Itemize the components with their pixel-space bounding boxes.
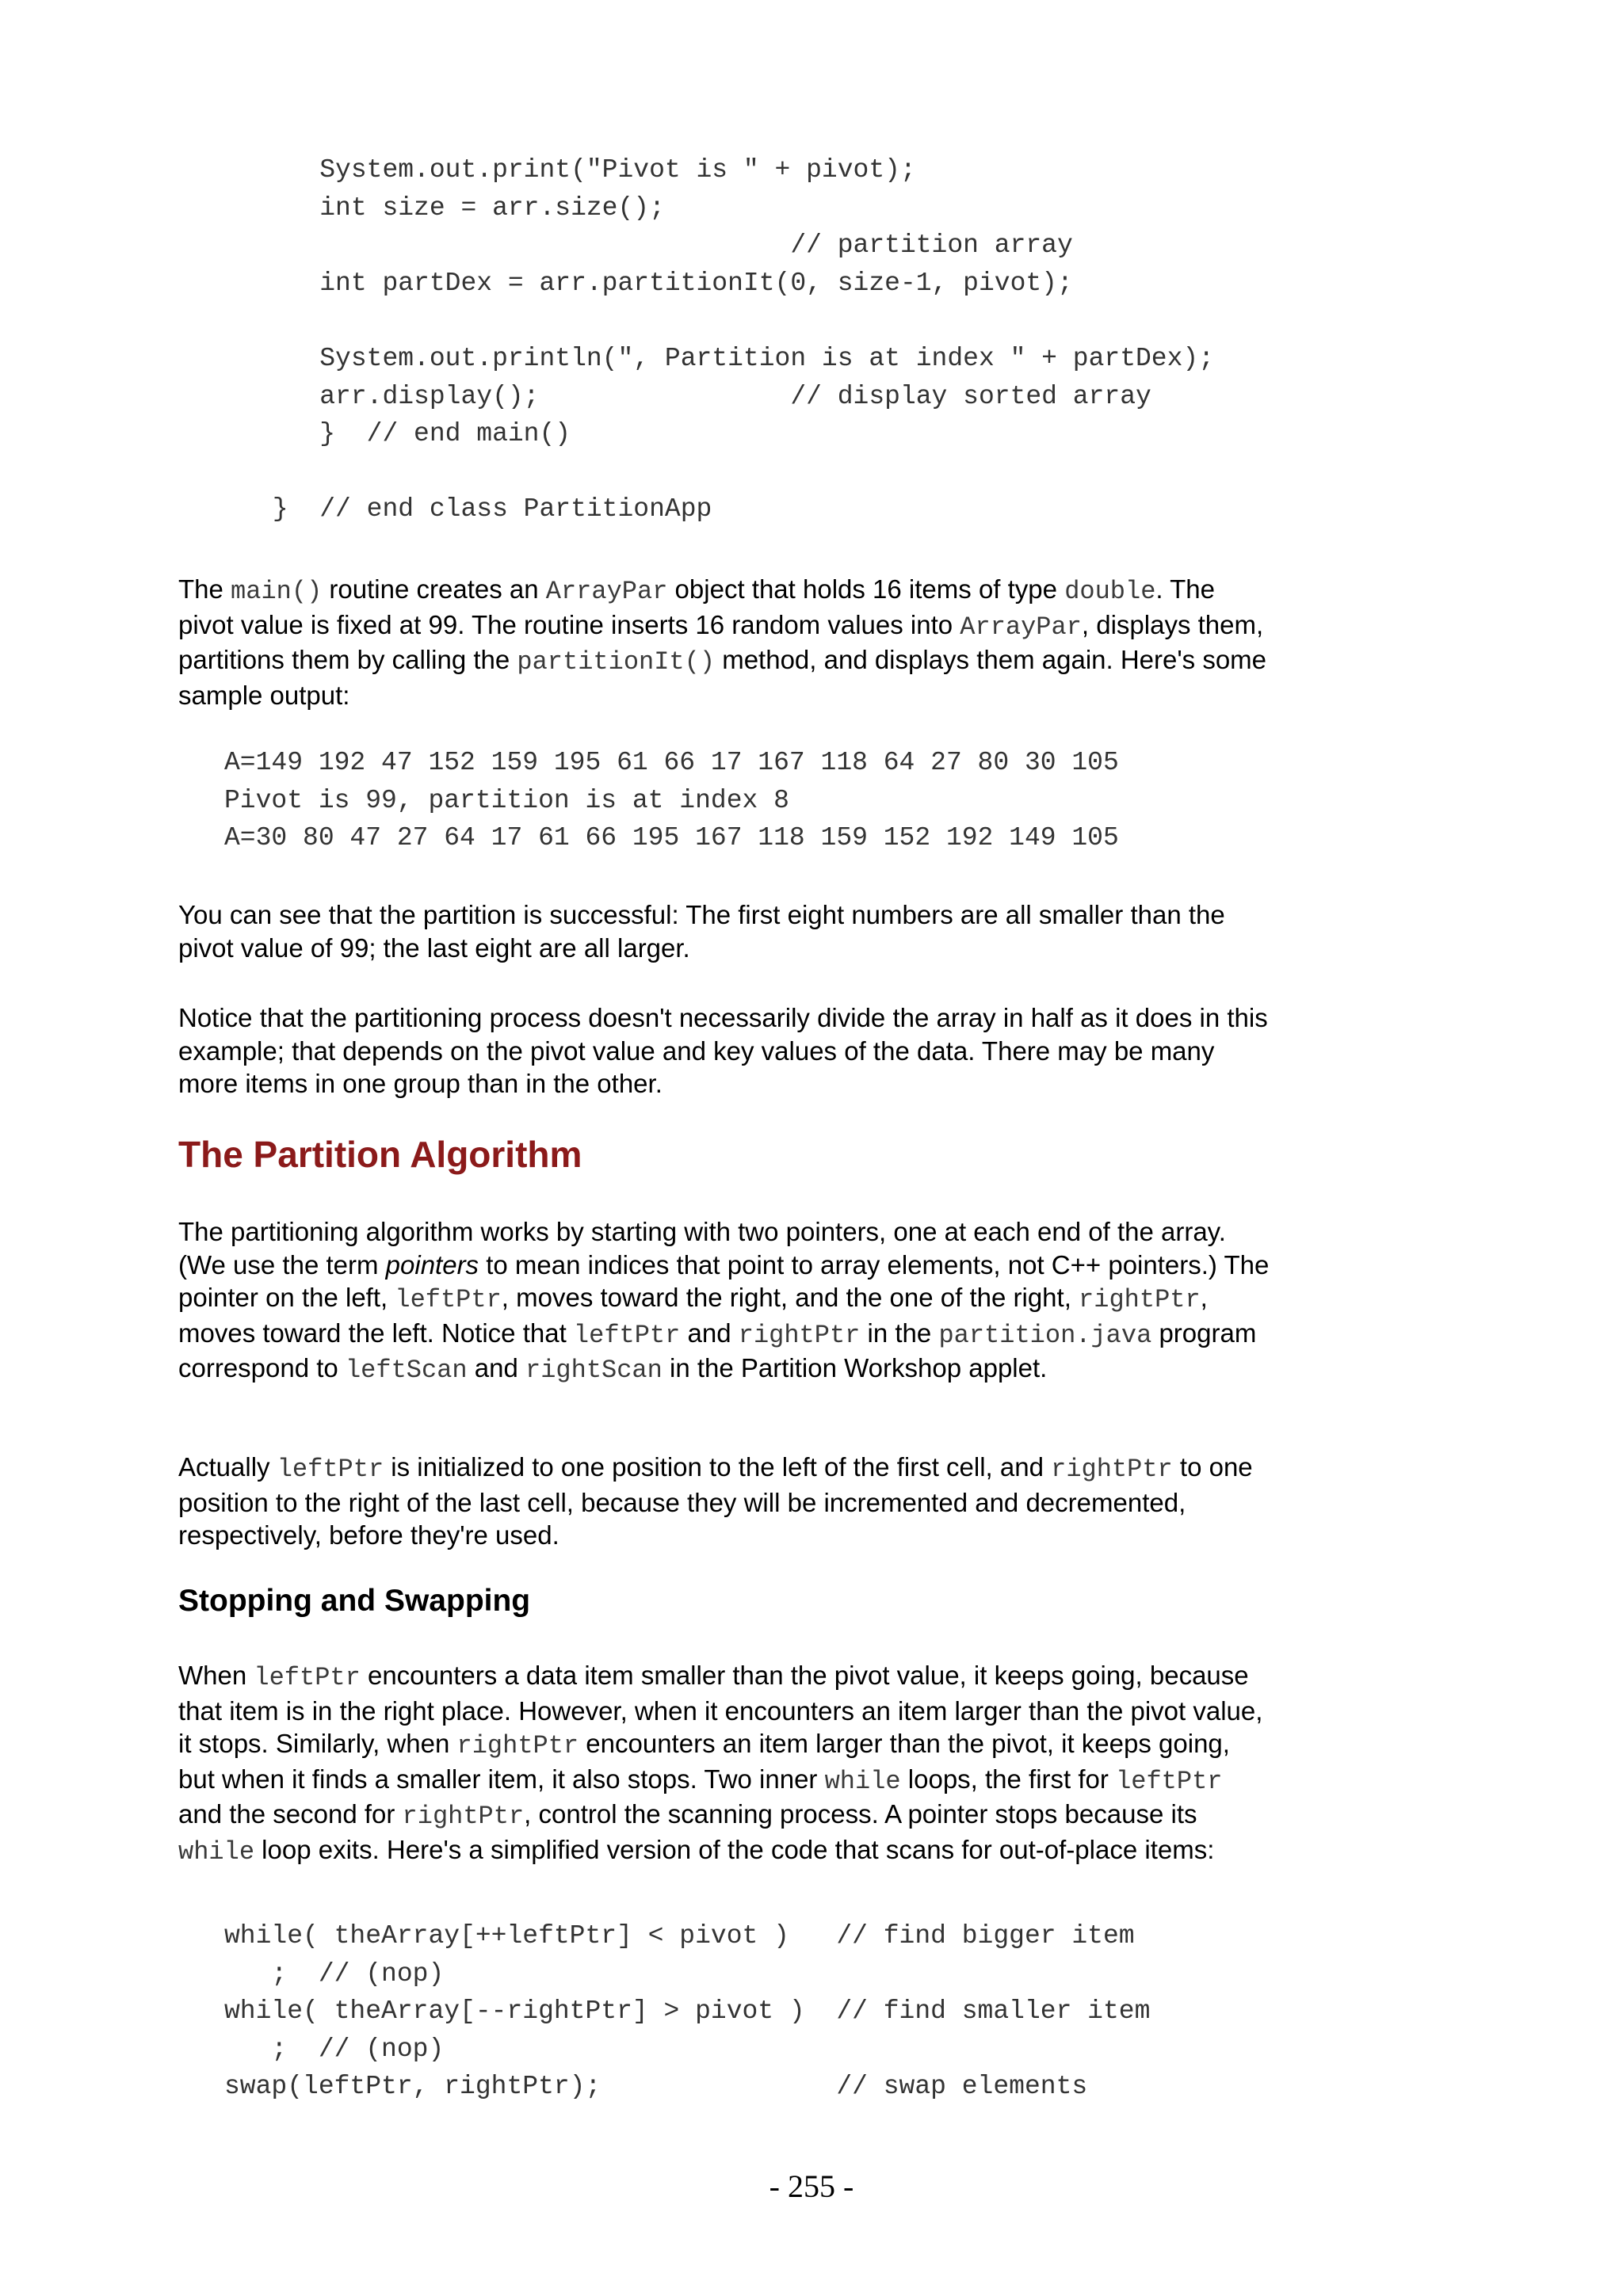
code-line: } // end class PartitionApp [178,494,712,524]
inline-code: rightPtr [1079,1285,1201,1314]
inline-code: ArrayPar [545,577,668,606]
code-line: int partDex = arr.partitionIt(0, size-1, pivot); [178,268,1073,298]
output-line: A=30 80 47 27 64 17 61 66 195 167 118 159 152 192 149 105 [224,823,1119,853]
inline-code: rightPtr [738,1320,861,1350]
output-line: Pivot is 99, partition is at index 8 [224,785,789,815]
paragraph-stopping: When leftPtr encounters a data item smaller than the pivot value, it keeps going, because that item is in the right place. However, when it encounters an item larger than the pivot value, it stops. Similarly, when rightPtr encounters an item larger than the pivot, it keeps going, but when it finds a smaller item, it also stops. Two inner while loops, the first for leftPtr and the second for rightPtr, control the scanning process. A pointer stops because its while loop exits. Here's a simplified version of the code that scans for out-of-place items: [178,1661,1263,1867]
paragraph-partition-algorithm: The partitioning algorithm works by starting with two pointers, one at each end of the array. (We use the term pointers to mean indices that point to array elements, not C++ pointers.) The pointer on the left, leftPtr, moves toward the right, and the one of the right, rightPtr, moves toward the left. Notice that leftPtr and rightPtr in the partition.java program correspond to leftScan and rightScan in the Partition Workshop applet. [178,1217,1270,1385]
paragraph-partition-success: You can see that the partition is successful: The first eight numbers are all smaller than the pivot value of 99; the last eight are all larger. [178,900,1225,963]
page-number: - 255 - [769,2168,854,2204]
inline-code: leftPtr [277,1455,384,1484]
inline-code: leftPtr [573,1320,681,1350]
code-line: while( theArray[++leftPtr] < pivot ) // find bigger item [224,1921,1135,1951]
inline-code: while [824,1766,901,1796]
paragraph-partition-notice: Notice that the partitioning process doesn't necessarily divide the array in half as it does in this example; that depends on the pivot value and key values of the data. There may be many more items in one group than in the other. [178,1003,1268,1098]
inline-code: while [178,1836,255,1867]
code-block-main [178,151,1214,528]
inline-code: rightScan [525,1356,663,1385]
code-line: int size = arr.size(); [178,193,665,223]
inline-code: partition.java [938,1320,1152,1350]
code-line: while( theArray[--rightPtr] > pivot ) // find smaller item [224,1997,1151,2027]
inline-code: ArrayPar [960,612,1082,642]
code-line: ; // (nop) [224,1958,445,1989]
inline-code: main() [231,577,323,606]
inline-code: leftScan [345,1356,468,1385]
inline-code: rightPtr [402,1802,525,1831]
code-line: // partition array [178,231,1073,261]
output-line: A=149 192 47 152 159 195 61 66 17 167 118 64 27 80 30 105 [224,748,1119,777]
inline-code: leftPtr [1116,1766,1223,1796]
inline-code: double [1064,577,1156,606]
code-line: } // end main() [178,419,571,449]
code-block-scan-loop [224,1917,1150,2106]
inline-code: rightPtr [456,1731,579,1760]
paragraph-pointer-init: Actually leftPtr is initialized to one position to the left of the first cell, and rightPtr to one position to the right of the last cell, because they will be incremented and decremented, respectively, before they're used. [178,1452,1253,1550]
paragraph-main-routine: The main() routine creates an ArrayPar object that holds 16 items of type double. The pivot value is fixed at 99. The routine inserts 16 random values into ArrayPar, displays them, partitions them by calling the partitionIt() method, and displays them again. Here's some sample output: [178,574,1267,710]
code-line: arr.display(); // display sorted array [178,381,1151,411]
code-line: swap(leftPtr, rightPtr); // swap elements [224,2072,1088,2102]
inline-code: leftPtr [254,1663,361,1692]
code-line: System.out.print("Pivot is " + pivot); [178,155,916,185]
code-line: System.out.println(", Partition is at index " + partDex); [178,343,1215,373]
inline-code: leftPtr [395,1285,502,1314]
heading-stopping-swapping: Stopping and Swapping [178,1584,531,1618]
inline-code: rightPtr [1051,1455,1173,1484]
code-line: ; // (nop) [224,2034,445,2064]
inline-code: partitionIt() [517,647,716,677]
heading-partition-algorithm: The Partition Algorithm [178,1134,582,1175]
code-block-sample-output [224,744,1119,857]
